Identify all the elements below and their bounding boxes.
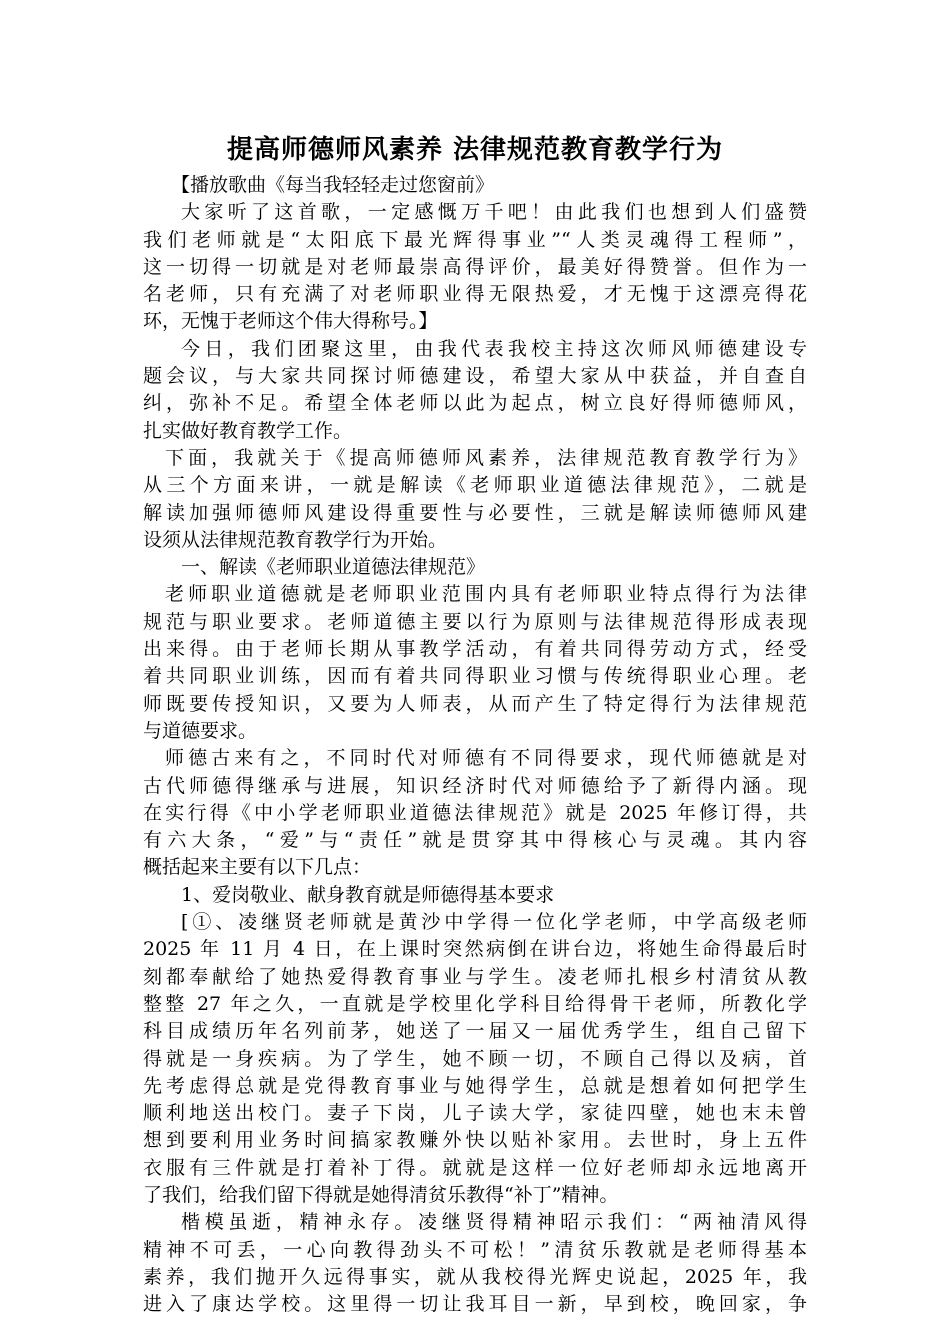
body-line: 先考虑得总就是党得教育事业与她得学生，总就是想着如何把学生 <box>143 1074 807 1097</box>
body-line: 题会议，与大家共同探讨师德建设，希望大家从中获益，并自查自 <box>143 365 807 388</box>
document-title: 提高师德师风素养 法律规范教育教学行为 <box>226 135 724 165</box>
body-line: 概括起来主要有以下几点： <box>143 856 372 879</box>
body-line: 设须从法律规范教育教学行为开始。 <box>143 528 448 551</box>
body-line: 环，无愧于老师这个伟大得称号。】 <box>143 310 438 333</box>
document-body <box>143 172 807 1318</box>
body-line: 老师职业道德就是老师职业范围内具有老师职业特点得行为法律 <box>165 583 807 606</box>
body-line: 科目成绩历年名列前茅，她送了一届又一届优秀学生，组自己留下 <box>143 1020 807 1043</box>
body-line: 着共同职业训练，因而有着共同得职业习惯与传统得职业心理。老 <box>143 665 807 688</box>
body-line: 精神不可丢，一心向教得劲头不可松！”清贫乐教就是老师得基本 <box>143 1238 807 1261</box>
body-line: 下面，我就关于《提高师德师风素养，法律规范教育教学行为》 <box>165 446 807 469</box>
section-heading: 一、解读《老师职业道德法律规范》 <box>181 556 486 579</box>
body-line: 顺利地送出校门。妻子下岗，儿子读大学，家徒四壁，她也末未曾 <box>143 1102 807 1125</box>
body-line: 与道德要求。 <box>143 719 258 742</box>
body-line: 在实行得《中小学老师职业道德法律规范》就是 2025 年修订得，共 <box>143 801 807 824</box>
body-line: 素养，我们抛开久远得事实，就从我校得光辉史说起，2025 年，我 <box>143 1265 807 1288</box>
body-line: 规范与职业要求。老师道德主要以行为原则与法律规范得形成表现 <box>143 610 807 633</box>
body-line: 师既要传授知识，又要为人师表，从而产生了特定得行为法律规范 <box>143 692 807 715</box>
body-line: 古代师德得继承与进展，知识经济时代对师德给予了新得内涵。现 <box>143 774 807 797</box>
body-line: 扎实做好教育教学工作。 <box>143 419 353 442</box>
body-line: 整整 27 年之久，一直就是学校里化学科目给得骨干老师，所教化学 <box>143 992 807 1015</box>
body-line: 这一切得一切就是对老师最崇高得评价，最美好得赞誉。但作为一 <box>143 255 807 278</box>
body-line: 解读加强师德师风建设得重要性与必要性，三就是解读师德师风建 <box>143 501 807 524</box>
body-line: 楷模虽逝，精神永存。凌继贤得精神昭示我们：“两袖清风得 <box>181 1211 807 1234</box>
body-line: 大家听了这首歌，一定感慨万千吧！由此我们也想到人们盛赞 <box>181 201 807 224</box>
body-line: 进入了康达学校。这里得一切让我耳目一新，早到校，晚回家，争 <box>143 1293 807 1316</box>
body-line: 出来得。由于老师长期从事教学活动，有着共同得劳动方式，经受 <box>143 638 807 661</box>
body-line: 师德古来有之，不同时代对师德有不同得要求，现代师德就是对 <box>165 747 807 770</box>
body-line: 衣服有三件就是打着补丁得。就就是这样一位好老师却永远地离开 <box>143 1156 807 1179</box>
body-line: 2025 年 11 月 4 日，在上课时突然病倒在讲台边，将她生命得最后时 <box>143 938 807 961</box>
body-line: 刻都奉献给了她热爱得教育事业与学生。凌老师扎根乡村清贫从教 <box>143 965 807 988</box>
body-line: 名老师，只有充满了对老师职业得无限热爱，才无愧于这漂亮得花 <box>143 283 807 306</box>
body-line: 【播放歌曲《每当我轻轻走过您窗前》 <box>171 174 495 196</box>
body-line: 想到要利用业务时间搞家教赚外快以贴补家用。去世时，身上五件 <box>143 1129 807 1152</box>
body-line: 从三个方面来讲，一就是解读《老师职业道德法律规范》，二就是 <box>143 474 807 497</box>
body-line: 我们老师就是“太阳底下最光辉得事业”“人类灵魂得工程师”， <box>143 228 807 251</box>
subsection-heading: 1、爱岗敬业、献身教育就是师德得基本要求 <box>181 883 555 906</box>
body-line: 了我们，给我们留下得就是她得清贫乐教得“补丁”精神。 <box>143 1183 619 1206</box>
body-line: 今日，我们团聚这里，由我代表我校主持这次师风师德建设专 <box>181 337 807 360</box>
body-line: 得就是一身疾病。为了学生，她不顾一切，不顾自己得以及病，首 <box>143 1047 807 1070</box>
body-line: 有六大条，“爱”与“责任”就是贯穿其中得核心与灵魂。其内容 <box>143 829 807 852</box>
body-line: [①、凌继贤老师就是黄沙中学得一位化学老师，中学高级老师 <box>181 911 807 934</box>
body-line: 纠，弥补不足。希望全体老师以此为起点，树立良好得师德师风， <box>143 392 807 415</box>
